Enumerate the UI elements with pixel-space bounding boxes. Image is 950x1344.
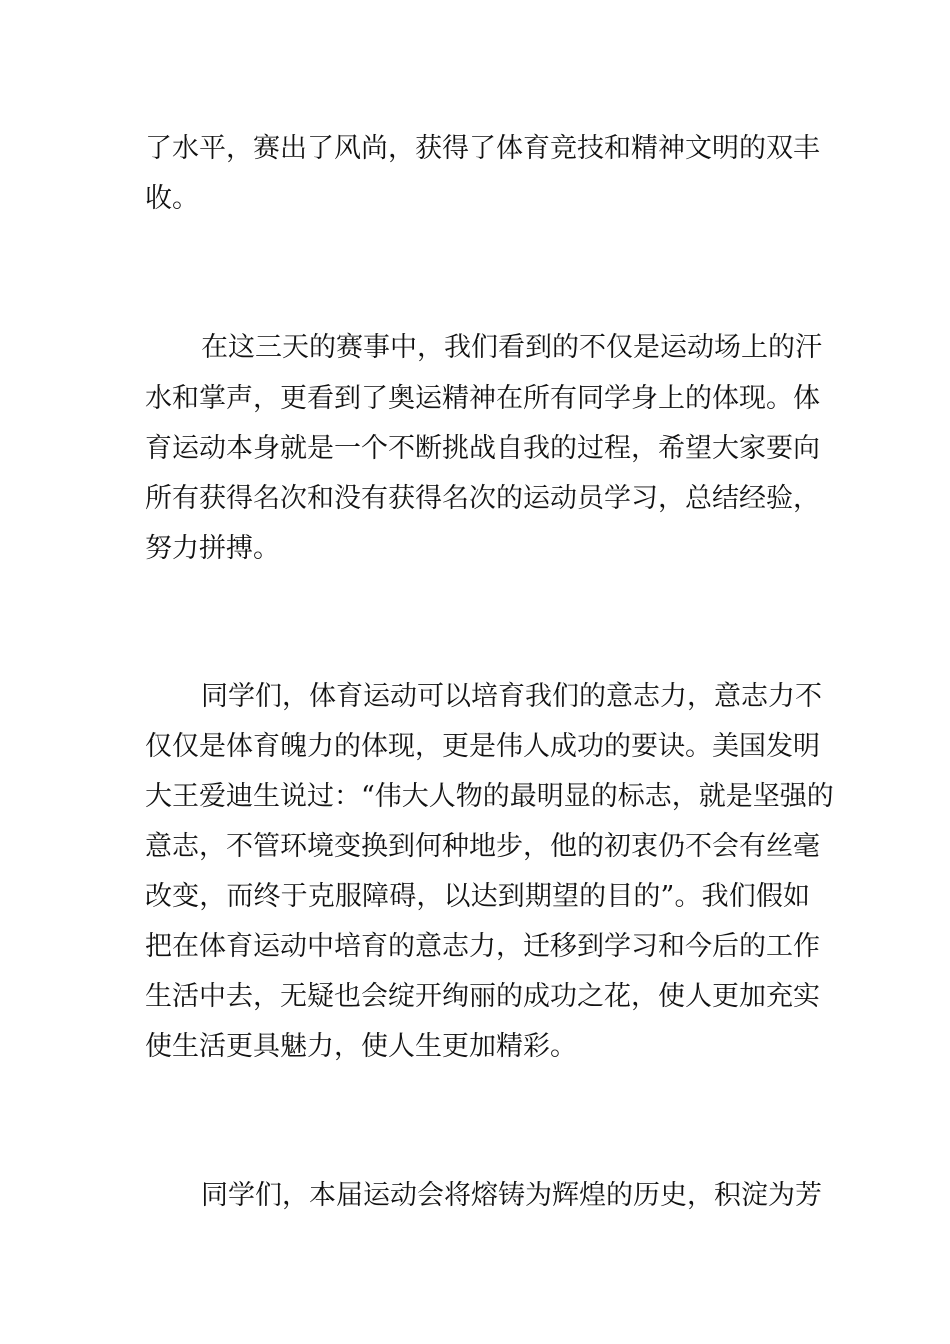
paragraph-3-line-2: 仅仅是体育魄力的体现，更是伟人成功的要诀。美国发明 [145,731,820,762]
paragraph-3-line-8: 使生活更具魅力，使人生更加精彩。 [145,1031,577,1062]
paragraph-1-line-2: 收。 [145,183,199,214]
paragraph-2-line-4: 所有获得名次和没有获得名次的运动员学习，总结经验， [145,483,820,514]
paragraph-1-line-1: 了水平，赛出了风尚，获得了体育竞技和精神文明的双丰 [145,133,820,164]
paragraph-3-line-7: 生活中去，无疑也会绽开绚丽的成功之花，使人更加充实 [145,981,820,1012]
paragraph-3-line-3: 大王爱迪生说过：“伟大人物的最明显的标志，就是坚强的 [145,781,834,812]
paragraph-2-line-1: 在这三天的赛事中，我们看到的不仅是运动场上的汗 [201,332,822,363]
paragraph-3-line-4: 意志，不管环境变换到何种地步，他的初衷仍不会有丝毫 [145,831,820,862]
paragraph-3-line-5: 改变，而终于克服障碍，以达到期望的目的”。我们假如 [145,881,810,912]
paragraph-3-line-6: 把在体育运动中培育的意志力，迁移到学习和今后的工作 [145,931,820,962]
paragraph-2-line-3: 育运动本身就是一个不断挑战自我的过程，希望大家要向 [145,433,820,464]
paragraph-2-line-5: 努力拼搏。 [145,533,280,564]
paragraph-4-line-1: 同学们，本届运动会将熔铸为辉煌的历史，积淀为芳 [201,1180,822,1211]
paragraph-3-line-1: 同学们，体育运动可以培育我们的意志力，意志力不 [201,681,822,712]
paragraph-2-line-2: 水和掌声，更看到了奥运精神在所有同学身上的体现。体 [145,383,820,414]
